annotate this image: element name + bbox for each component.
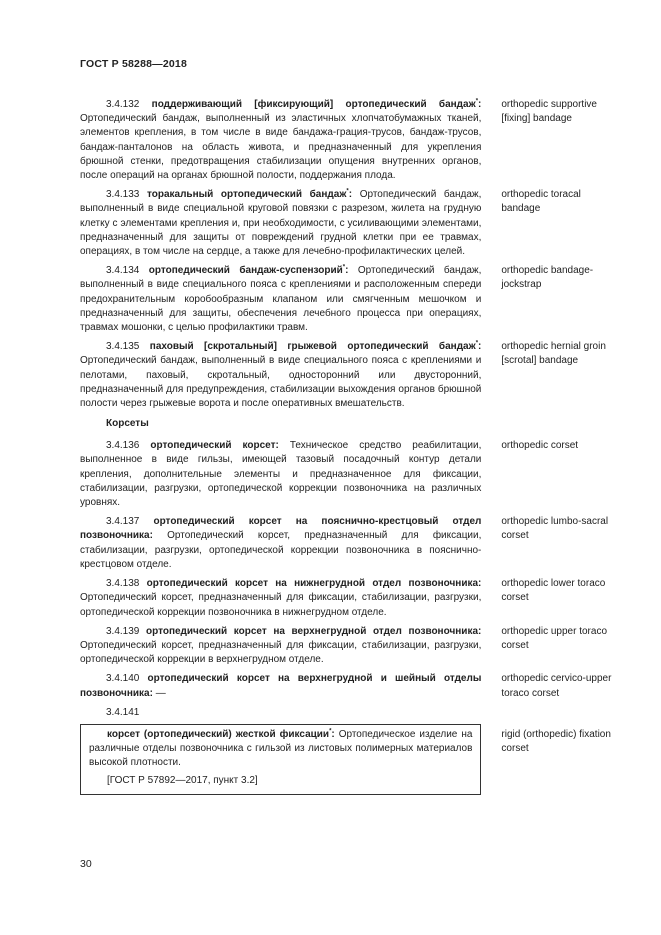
entry-definition: — <box>152 687 166 699</box>
entry-english-term: orthopedic bandage-jockstrap <box>501 265 594 291</box>
entry-colon: : <box>348 189 353 201</box>
entry-definition: Ортопедический корсет, предназначенный для фиксации, стабилизации, разгрузки, ортопедической коррекции в верхнегрудном отделе. <box>80 639 482 666</box>
term-entry <box>80 577 620 620</box>
entry-definition: Ортопедический бандаж, выполненный в виде специальной круговой повязки с разрезом, жилета на грудную клетку с элементами крепления и, при необходимости, с усиливающими элементами, предназначенный для защиты от повреждений грудной клетки при ее травмах, операциях, в том числе на сердце, а также для лечебно-профилактических целей. <box>80 189 482 258</box>
entry-english-term: orthopedic supportive [fixing] bandage <box>501 99 597 125</box>
entry-definition: Ортопедический бандаж, выполненный в виде специального пояса с креплениями и пелотами, паховый, скротальный, односторонний или двусторонний, предназначенный для предупреждения, стабилизации выхождения органов брюшной полости через грыжевые ворота и после оперативных вмешательств. <box>80 355 482 410</box>
entry-number: 3.4.140 <box>106 673 140 685</box>
entry-definition-block <box>80 188 481 259</box>
entry-english-term: orthopedic corset <box>501 440 579 452</box>
entry-definition: Техническое средство реабилитации, выполненное в виде гильзы, имеющей тазовый посадочный контур детали крепления, дополнительные элементы и предназначенное для фиксации, стабилизации, разгрузки, ортопедической коррекции позвоночника на различных уровнях. <box>80 440 482 509</box>
boxed-entry-row <box>80 724 620 795</box>
entry-number: 3.4.133 <box>106 189 140 201</box>
entry-number: 3.4.135 <box>106 341 140 353</box>
term-entry <box>80 515 620 572</box>
entry-definition-block <box>80 625 481 668</box>
document-header: ГОСТ Р 58288—2018 <box>80 58 188 70</box>
entry-mark: * <box>329 728 332 735</box>
entry-reference: [ГОСТ Р 57892—2017, пункт 3.2] <box>107 775 258 787</box>
entry-number: 3.4.134 <box>106 265 140 277</box>
boxed-entry <box>80 724 481 795</box>
entry-definition-block <box>80 98 481 183</box>
terms-content <box>80 98 620 795</box>
entry-term: корсет (ортопедический) жесткой фиксации <box>107 728 330 740</box>
term-entry <box>80 625 620 668</box>
entry-colon: : <box>331 728 335 740</box>
entry-term: паховый [скротальный] грыжевой ортопедический бандаж <box>149 341 476 353</box>
boxed-entry-text <box>89 728 472 771</box>
entry-colon: : <box>149 687 153 699</box>
entry-number: 3.4.138 <box>106 578 140 590</box>
entry-term: ортопедический корсет на верхнегрудной отдел позвоночника <box>145 625 479 637</box>
entry-definition-block <box>80 264 481 335</box>
entry-mark: * <box>342 264 346 271</box>
term-entry <box>80 439 620 510</box>
term-entry <box>80 340 620 411</box>
entry-definition-block <box>80 515 481 572</box>
term-entry <box>80 264 620 335</box>
entry-definition-block <box>80 439 481 510</box>
entry-definition: Ортопедический бандаж, выполненный из эластичных хлопчатобумажных тканей, элементов крепления, в том числе в виде бандажа-грация-трусов, бандаж-трусов, бандаж-панталонов на область живота, и предназначенный для укрепления брюшной стенки, предотвращения стабилизации опущения внутренних органов, после операций на органах брюшной полости, поддержания плода. <box>80 113 482 182</box>
entry-colon: : <box>478 625 482 637</box>
entry-english-term: orthopedic upper toraco corset <box>501 625 607 651</box>
entry-colon: : <box>275 440 279 452</box>
entry-english-term: rigid (orthopedic) fixation corset <box>501 728 611 754</box>
term-entry <box>80 98 620 183</box>
boxed-entry-number: 3.4.141 <box>106 706 140 718</box>
entry-colon: : <box>478 578 482 590</box>
entry-english-term: orthopedic lumbo-sacral corset <box>501 516 609 542</box>
entry-number: 3.4.139 <box>106 625 140 637</box>
entry-term: ортопедический корсет на нижнегрудной отдел позвоночника <box>146 578 479 590</box>
entry-number: 3.4.132 <box>106 99 140 110</box>
entry-definition-block <box>80 340 481 411</box>
entry-term: торакальный ортопедический бандаж <box>146 189 347 201</box>
entry-definition: Ортопедический корсет, предназначенный для фиксации, стабилизации, разгрузки, ортопедической коррекции позвоночника в пояснично-крестцовом отделе. <box>80 530 482 570</box>
entry-definition: Ортопедический корсет, предназначенный для фиксации, стабилизации, разгрузки, ортопедической коррекции позвоночника в нижнегрудном отделе. <box>80 592 482 618</box>
entries-list <box>80 98 620 411</box>
entry-mark: * <box>475 340 479 347</box>
entry-english-term: orthopedic cervico-upper toraco corset <box>501 673 612 699</box>
entry-definition-block <box>80 577 481 620</box>
page-number: 30 <box>80 858 92 870</box>
entry-term: ортопедический бандаж-суспензорий <box>148 265 343 277</box>
entry-colon: : <box>478 99 482 110</box>
entry-term: ортопедический корсет на верхнегрудной и шейный отделы позвоночника <box>80 673 482 699</box>
entry-mark: * <box>475 98 479 105</box>
entry-english-term: orthopedic hernial groin [scrotal] bandage <box>501 341 606 367</box>
entry-colon: : <box>478 341 482 353</box>
term-entry <box>80 672 620 700</box>
entry-term: ортопедический корсет на пояснично-крестцовый отдел позвоночника <box>80 516 482 542</box>
entry-number: 3.4.136 <box>106 440 140 452</box>
entry-colon: : <box>149 530 153 542</box>
entry-term: ортопедический корсет <box>150 440 276 452</box>
corset-entries-list <box>80 439 620 700</box>
entry-number: 3.4.137 <box>106 516 140 528</box>
entry-mark: * <box>346 188 349 195</box>
section-title: Корсеты <box>106 418 149 430</box>
entry-definition: Ортопедическое изделие на различные отделы позвоночника с гильзой из листовых полимерных материалов высокой плотности. <box>89 728 473 769</box>
entry-definition: Ортопедический бандаж, выполненный в виде специального пояса с креплениями и расположенным спереди предохранительным коробообразным клапаном или смягченным мешочком и предназначенный для защиты, обеспечения лечебного процесса при операциях, травмах мошонки, с целью профилактики травм. <box>80 265 482 334</box>
entry-english-term: orthopedic lower toraco corset <box>501 578 606 604</box>
term-entry <box>80 188 620 259</box>
entry-definition-block <box>80 672 481 700</box>
entry-term: поддерживающий [фиксирующий] ортопедический бандаж <box>151 99 476 110</box>
entry-english-term: orthopedic toracal bandage <box>501 189 581 215</box>
entry-colon: : <box>345 265 349 277</box>
